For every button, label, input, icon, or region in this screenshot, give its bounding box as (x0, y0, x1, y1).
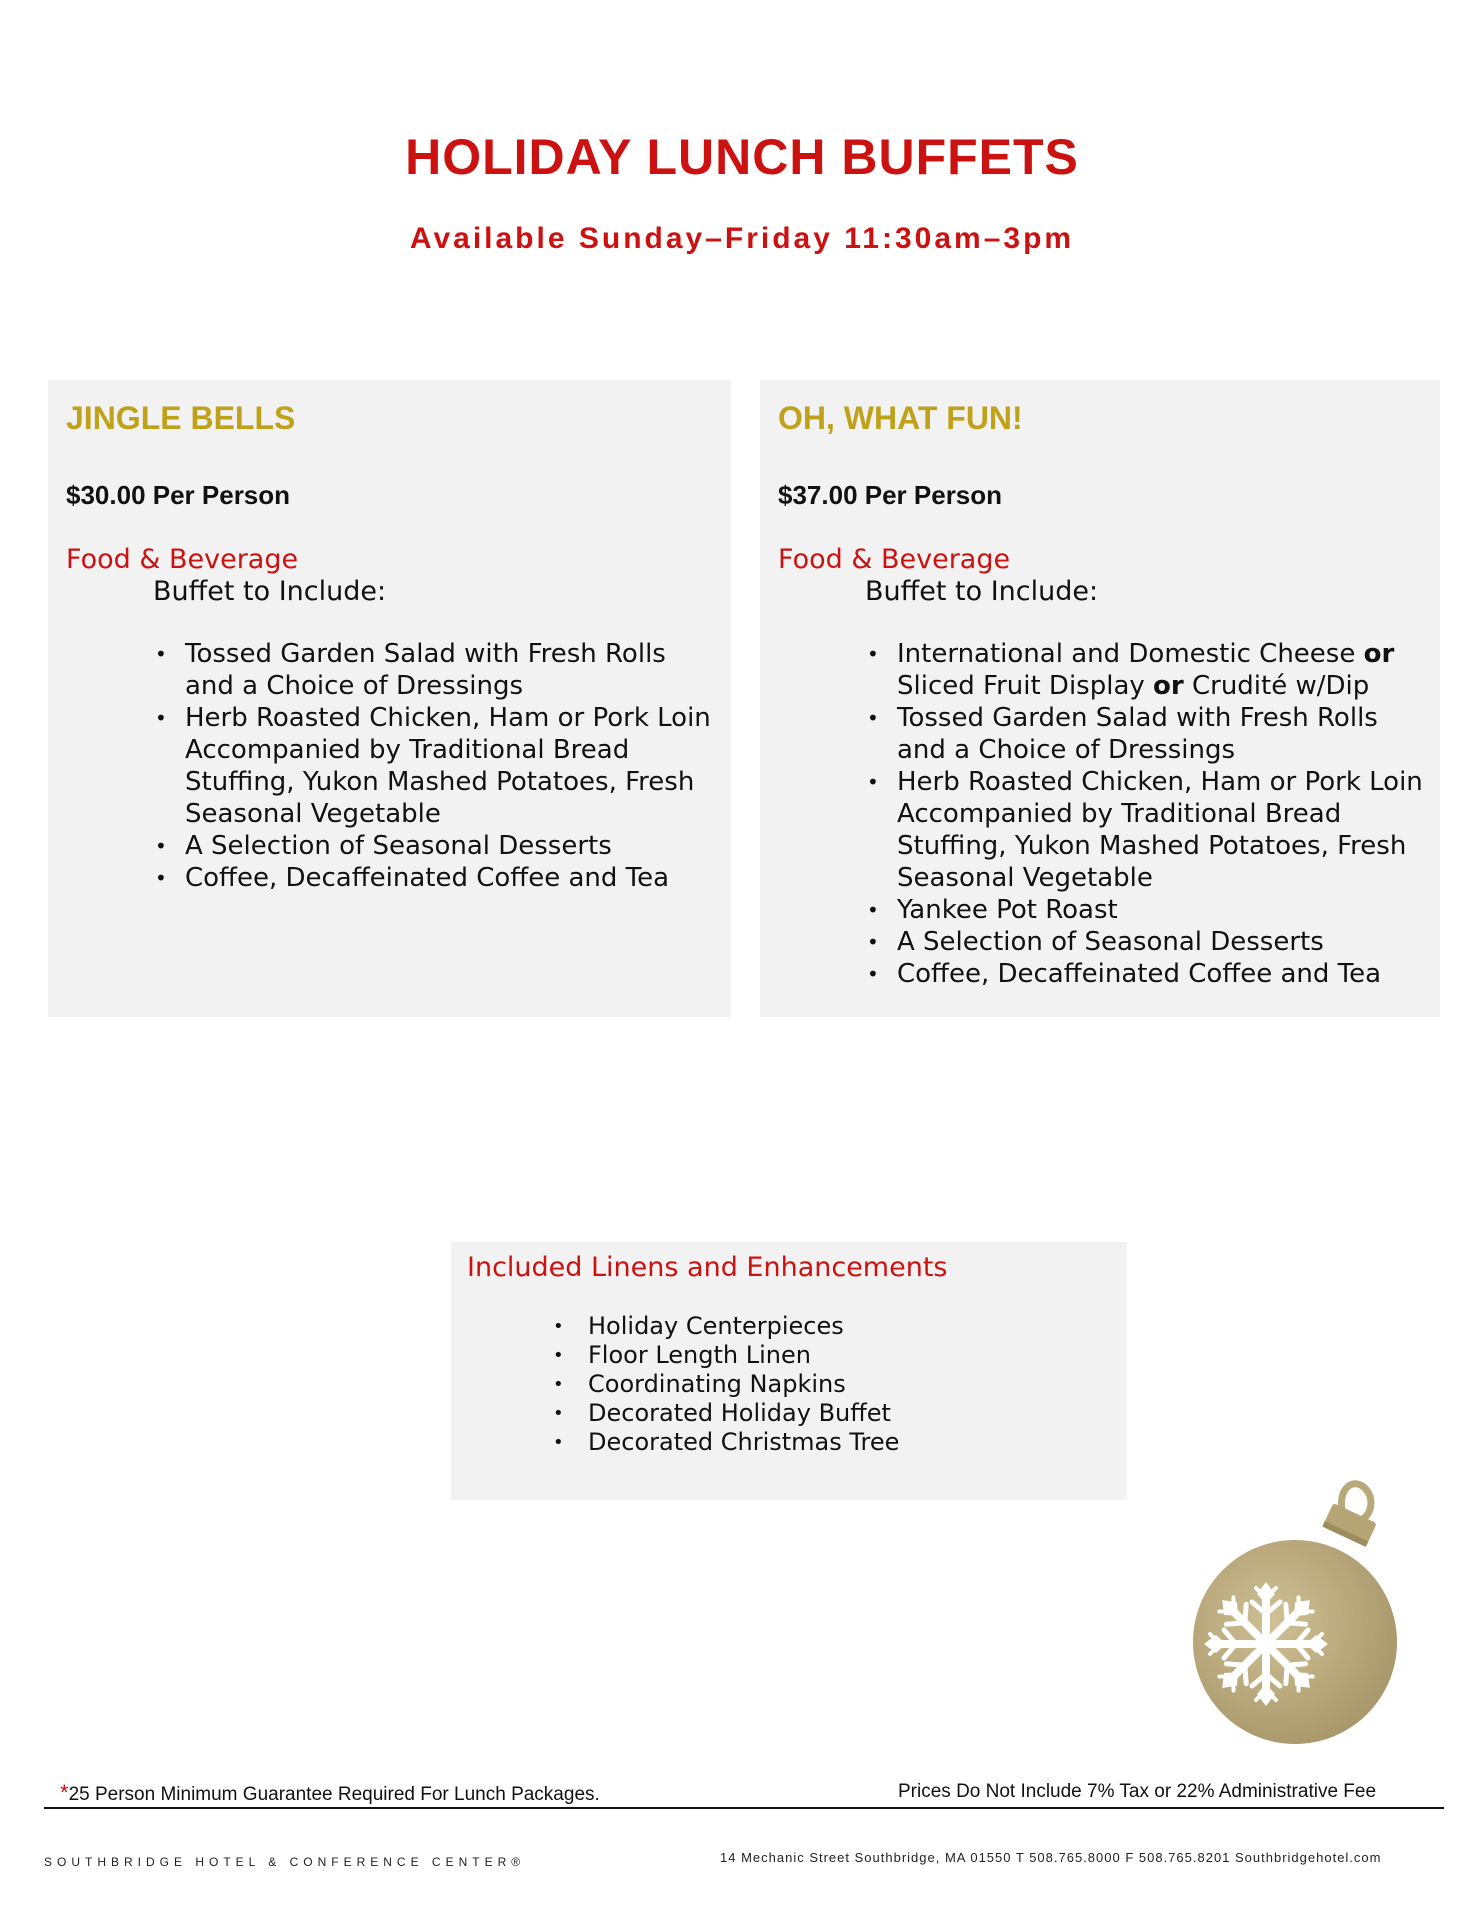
enhancement-list (551, 1312, 899, 1457)
contact-info: 14 Mechanic Street Southbridge, MA 01550 T 508.765.8000 F 508.765.8201 Southbridgehotel.com (720, 1850, 1382, 1865)
list-item: • Yankee Pot Roast (865, 894, 1430, 926)
buffet-include-label: Buffet to Include: (153, 576, 387, 607)
footer-divider (44, 1807, 1444, 1809)
asterisk: * (60, 1780, 69, 1805)
list-item: • A Selection of Seasonal Desserts (153, 830, 721, 862)
menu-item-list (153, 638, 721, 894)
list-item: • A Selection of Seasonal Desserts (865, 926, 1430, 958)
list-item: • Holiday Centerpieces (551, 1312, 899, 1341)
enhancements-label: Included Linens and Enhancements (467, 1252, 948, 1283)
package-panel-oh-what-fun (760, 380, 1440, 1017)
package-panel-jingle-bells (48, 380, 731, 1017)
package-name: OH, WHAT FUN! (778, 400, 1023, 436)
or-keyword: or (1363, 639, 1395, 669)
food-beverage-label: Food & Beverage (66, 544, 299, 575)
list-item: • Herb Roasted Chicken, Ham or Pork Loin Accompanied by Traditional Bread Stuffing, Yukon Mashed Potatoes, Fresh Seasonal Vegetable (865, 766, 1430, 894)
enhancements-panel (451, 1242, 1127, 1500)
package-name: JINGLE BELLS (66, 400, 296, 436)
ornament-icon (1190, 1462, 1416, 1752)
menu-item-list (865, 638, 1430, 990)
tax-note: Prices Do Not Include 7% Tax or 22% Administrative Fee (898, 1781, 1377, 1802)
list-item: • Herb Roasted Chicken, Ham or Pork Loin Accompanied by Traditional Bread Stuffing, Yukon Mashed Potatoes, Fresh Seasonal Vegetable (153, 702, 721, 830)
hotel-name: SOUTHBRIDGE HOTEL & CONFERENCE CENTER® (44, 1855, 526, 1869)
list-item: • Decorated Christmas Tree (551, 1428, 899, 1457)
list-item: • Coffee, Decaffeinated Coffee and Tea (865, 958, 1430, 990)
item-text: Crudité w/Dip (1183, 671, 1370, 701)
item-text: Sliced Fruit Display (897, 671, 1154, 701)
page-title: HOLIDAY LUNCH BUFFETS (405, 129, 1079, 185)
availability-subtitle: Available Sunday–Friday 11:30am–3pm (409, 222, 1075, 255)
package-price: $37.00 Per Person (778, 480, 1003, 510)
item-text: International and Domestic Cheese (897, 639, 1364, 669)
list-item: • Coordinating Napkins (551, 1370, 899, 1399)
buffet-include-label: Buffet to Include: (865, 576, 1099, 607)
list-item: • Floor Length Linen (551, 1341, 899, 1370)
list-item: • Decorated Holiday Buffet (551, 1399, 899, 1428)
list-item: • Tossed Garden Salad with Fresh Rolls and a Choice of Dressings (153, 638, 721, 702)
minimum-guarantee-note (60, 1780, 600, 1806)
or-keyword: or (1153, 671, 1184, 701)
list-item: • Coffee, Decaffeinated Coffee and Tea (153, 862, 721, 894)
food-beverage-label: Food & Beverage (778, 544, 1011, 575)
minimum-note-text: 25 Person Minimum Guarantee Required For Lunch Packages. (68, 1784, 600, 1805)
package-price: $30.00 Per Person (66, 480, 291, 510)
list-item (865, 638, 1430, 702)
list-item: • Tossed Garden Salad with Fresh Rolls and a Choice of Dressings (865, 702, 1430, 766)
